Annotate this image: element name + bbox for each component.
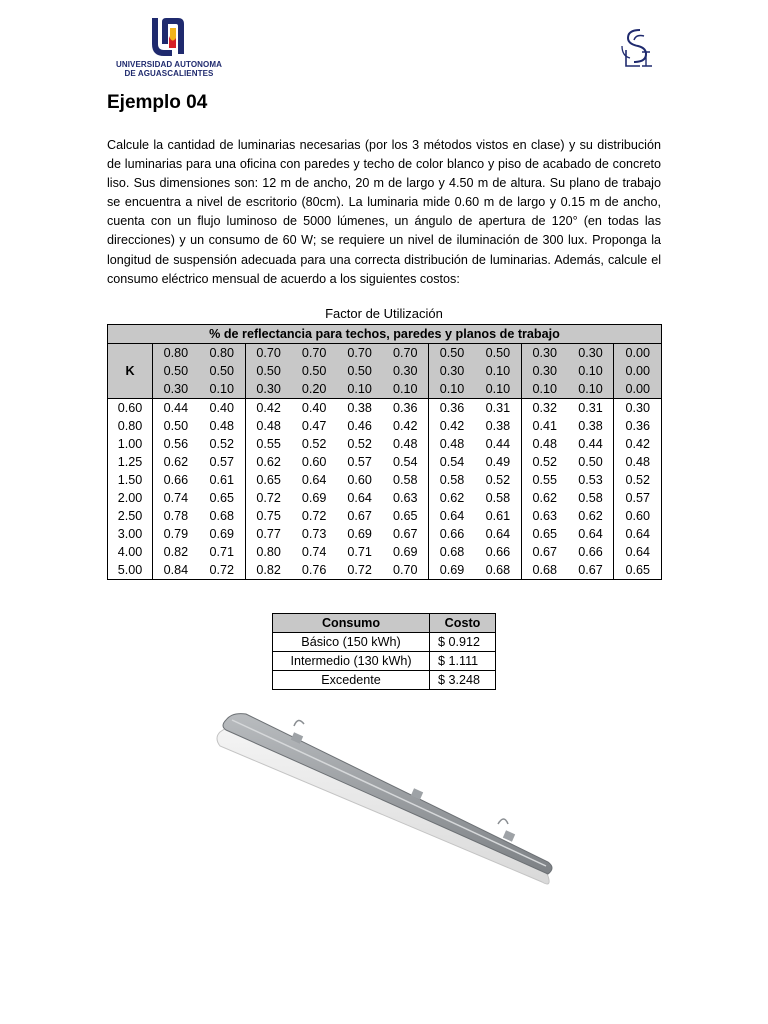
factor-cell: 0.69 (347, 527, 372, 541)
factor-cell: 0.38 (568, 417, 614, 435)
factor-cell: 0.67 (382, 525, 428, 543)
factor-cell: 0.36 (382, 399, 428, 418)
k-value: 1.00 (108, 435, 153, 453)
factor-cell: 0.56 (153, 435, 199, 453)
k-value: 5.00 (108, 561, 153, 580)
factor-cell: 0.50 (568, 453, 614, 471)
factor-cell: 0.49 (475, 453, 521, 471)
reflectance-cell: 0.50 (291, 362, 336, 380)
factor-cell: 0.55 (245, 435, 291, 453)
factor-cell: 0.64 (429, 507, 475, 525)
k-value: 1.25 (108, 453, 153, 471)
factor-cell: 0.30 (614, 399, 662, 418)
factor-cell: 0.64 (568, 525, 614, 543)
factor-cell: 0.72 (245, 489, 291, 507)
reflectance-cell: 0.50 (429, 344, 475, 363)
factor-cell: 0.67 (347, 509, 372, 523)
factor-cell: 0.31 (568, 399, 614, 418)
k-value: 3.00 (108, 525, 153, 543)
factor-cell: 0.71 (347, 545, 372, 559)
luminaire-image (212, 706, 557, 902)
factor-cell: 0.48 (199, 417, 245, 435)
factor-cell: 0.40 (199, 399, 245, 418)
table-row (108, 489, 662, 507)
factor-cell: 0.62 (153, 453, 199, 471)
reflectance-cell: 0.10 (568, 362, 614, 380)
reflectance-cell: 0.30 (245, 380, 291, 399)
factor-cell: 0.32 (521, 399, 567, 418)
factor-cell: 0.65 (614, 561, 662, 580)
reflectance-cell: 0.80 (199, 344, 245, 363)
factor-cell: 0.52 (347, 437, 372, 451)
table-row (108, 561, 662, 580)
factor-cell: 0.52 (199, 435, 245, 453)
table-row (108, 543, 662, 561)
factor-cell: 0.48 (382, 435, 428, 453)
factor-cell: 0.68 (199, 507, 245, 525)
factor-cell: 0.60 (614, 507, 662, 525)
factor-cell: 0.52 (301, 437, 327, 451)
reflectance-cell: 0.20 (291, 380, 336, 399)
factor-cell: 0.57 (199, 453, 245, 471)
factor-table-caption: Factor de Utilización (325, 306, 443, 321)
cost-table (272, 613, 496, 690)
factor-cell: 0.48 (245, 417, 291, 435)
factor-cell: 0.69 (301, 491, 327, 505)
factor-cell: 0.82 (245, 561, 291, 580)
factor-cell: 0.66 (475, 543, 521, 561)
k-value: 2.00 (108, 489, 153, 507)
factor-cell: 0.46 (347, 419, 372, 433)
table-row (108, 453, 662, 471)
k-value: 1.50 (108, 471, 153, 489)
reflectance-cell: 0.70 (291, 344, 336, 363)
factor-cell: 0.65 (199, 489, 245, 507)
table-row (108, 471, 662, 489)
table-row (108, 417, 662, 435)
table-row (108, 399, 662, 418)
k-label: K (108, 344, 153, 399)
factor-cell: 0.73 (301, 527, 327, 541)
cost-row (273, 671, 496, 690)
factor-cell: 0.64 (614, 543, 662, 561)
factor-cell: 0.70 (382, 561, 428, 580)
factor-cell: 0.79 (153, 525, 199, 543)
factor-cell: 0.72 (337, 561, 382, 580)
factor-cell: 0.48 (429, 435, 475, 453)
reflectance-row (108, 344, 662, 363)
factor-cell: 0.69 (199, 525, 245, 543)
cost-row (273, 633, 496, 652)
factor-cell: 0.62 (521, 489, 567, 507)
factor-cell: 0.60 (347, 473, 372, 487)
factor-cell: 0.77 (245, 525, 291, 543)
factor-cell: 0.72 (199, 561, 245, 580)
factor-cell: 0.58 (429, 471, 475, 489)
factor-cell: 0.54 (429, 453, 475, 471)
cost-row-label: Excedente (273, 671, 430, 690)
cost-header-costo: Costo (430, 614, 496, 633)
university-logo (110, 14, 228, 78)
factor-cell: 0.82 (153, 543, 199, 561)
factor-table-header: % de reflectancia para techos, paredes y planos de trabajo (108, 325, 662, 344)
reflectance-cell: 0.30 (521, 362, 567, 380)
reflectance-row (108, 362, 662, 380)
factor-cell: 0.58 (382, 471, 428, 489)
reflectance-cell: 0.10 (429, 380, 475, 399)
factor-cell: 0.68 (429, 543, 475, 561)
factor-cell: 0.41 (521, 417, 567, 435)
cost-row-value: $ 3.248 (430, 671, 496, 690)
factor-cell: 0.44 (153, 399, 199, 418)
reflectance-cell: 0.00 (614, 380, 662, 399)
cost-row-value: $ 1.111 (430, 652, 496, 671)
factor-cell: 0.66 (568, 543, 614, 561)
k-value: 4.00 (108, 543, 153, 561)
reflectance-cell: 0.30 (382, 362, 428, 380)
k-value: 0.80 (108, 417, 153, 435)
table-row (108, 507, 662, 525)
factor-cell: 0.64 (475, 525, 521, 543)
factor-cell: 0.61 (475, 507, 521, 525)
factor-cell: 0.65 (245, 471, 291, 489)
factor-cell: 0.64 (301, 473, 327, 487)
reflectance-cell: 0.10 (382, 380, 428, 399)
factor-cell: 0.76 (291, 561, 336, 580)
reflectance-cell: 0.30 (429, 362, 475, 380)
factor-cell: 0.52 (614, 471, 662, 489)
factor-cell: 0.74 (153, 489, 199, 507)
factor-cell: 0.74 (301, 545, 327, 559)
reflectance-cell: 0.50 (199, 362, 245, 380)
reflectance-cell: 0.10 (521, 380, 567, 399)
factor-cell: 0.84 (153, 561, 199, 580)
factor-cell: 0.36 (429, 399, 475, 418)
factor-cell: 0.80 (245, 543, 291, 561)
factor-cell: 0.31 (475, 399, 521, 418)
factor-cell: 0.40 (291, 399, 336, 418)
factor-cell: 0.61 (199, 471, 245, 489)
factor-cell: 0.68 (475, 561, 521, 580)
cost-row (273, 652, 496, 671)
reflectance-cell: 0.70 (382, 344, 428, 363)
factor-cell: 0.65 (521, 525, 567, 543)
factor-cell: 0.44 (568, 435, 614, 453)
factor-cell: 0.75 (245, 507, 291, 525)
university-name-line2: DE AGUASCALIENTES (124, 69, 214, 78)
reflectance-cell: 0.50 (153, 362, 199, 380)
reflectance-cell: 0.70 (245, 344, 291, 363)
factor-cell: 0.48 (521, 435, 567, 453)
factor-cell: 0.72 (301, 509, 327, 523)
problem-statement: Calcule la cantidad de luminarias necesarias (por los 3 métodos vistos en clase) y su distribución de luminarias para una oficina con paredes y techo de color blanco y piso de acabado de concreto liso. Sus dimensiones son: 12 m de ancho, 20 m de largo y 4.50 m de altura. Su plano de trabajo se encuentra a nivel de escritorio (80cm). La luminaria mide 0.60 m de largo y 0.15 m de ancho, cuenta con un flujo luminoso de 5000 lúmenes, un ángulo de apertura de 120° (en todas las direcciones) y un consumo de 60 W; se requiere un nivel de iluminación de 300 lux. Proponga la longitud de suspensión adecuada para una correcta distribución de luminarias. Además, calcule el consumo eléctrico mensual de acuerdo a los siguientes costos: (107, 138, 661, 286)
factor-cell: 0.55 (521, 471, 567, 489)
k-value: 0.60 (108, 399, 153, 418)
table-row (108, 435, 662, 453)
factor-cell: 0.42 (245, 399, 291, 418)
factor-cell: 0.66 (153, 471, 199, 489)
reflectance-cell: 0.70 (337, 344, 382, 363)
factor-cell: 0.69 (382, 543, 428, 561)
factor-cell: 0.48 (614, 453, 662, 471)
factor-cell: 0.60 (301, 455, 327, 469)
reflectance-cell: 0.00 (614, 344, 662, 363)
factor-cell: 0.67 (521, 543, 567, 561)
factor-cell: 0.63 (521, 507, 567, 525)
cost-row-label: Intermedio (130 kWh) (273, 652, 430, 671)
factor-cell: 0.52 (475, 471, 521, 489)
factor-cell: 0.38 (337, 399, 382, 418)
factor-cell: 0.62 (429, 489, 475, 507)
factor-cell: 0.50 (153, 417, 199, 435)
factor-cell: 0.54 (382, 453, 428, 471)
factor-cell: 0.62 (245, 453, 291, 471)
factor-cell: 0.69 (429, 561, 475, 580)
factor-cell: 0.53 (568, 471, 614, 489)
cost-row-label: Básico (150 kWh) (273, 633, 430, 652)
factor-cell: 0.64 (614, 525, 662, 543)
factor-cell: 0.65 (382, 507, 428, 525)
university-emblem-icon (148, 14, 188, 58)
factor-cell: 0.42 (429, 417, 475, 435)
factor-cell: 0.57 (614, 489, 662, 507)
factor-cell: 0.57 (347, 455, 372, 469)
page-title: Ejemplo 04 (107, 92, 208, 113)
factor-cell: 0.42 (614, 435, 662, 453)
reflectance-cell: 0.30 (153, 380, 199, 399)
reflectance-cell: 0.10 (568, 380, 614, 399)
utilization-factor-table (107, 324, 662, 580)
reflectance-cell: 0.10 (475, 380, 521, 399)
factor-cell: 0.58 (568, 489, 614, 507)
department-logo-icon (618, 26, 656, 70)
table-row (108, 525, 662, 543)
reflectance-cell: 0.50 (475, 344, 521, 363)
factor-cell: 0.62 (568, 507, 614, 525)
university-name-line1: UNIVERSIDAD AUTONOMA (115, 60, 222, 69)
factor-cell: 0.78 (153, 507, 199, 525)
factor-cell: 0.47 (301, 419, 327, 433)
reflectance-cell: 0.50 (245, 362, 291, 380)
factor-cell: 0.66 (429, 525, 475, 543)
reflectance-cell: 0.10 (337, 380, 382, 399)
reflectance-cell: 0.80 (153, 344, 199, 363)
reflectance-cell: 0.10 (199, 380, 245, 399)
factor-cell: 0.68 (521, 561, 567, 580)
reflectance-cell: 0.10 (475, 362, 521, 380)
factor-cell: 0.64 (347, 491, 372, 505)
reflectance-cell: 0.30 (521, 344, 567, 363)
factor-cell: 0.58 (475, 489, 521, 507)
cost-row-value: $ 0.912 (430, 633, 496, 652)
factor-cell: 0.44 (475, 435, 521, 453)
reflectance-cell: 0.30 (568, 344, 614, 363)
reflectance-cell: 0.00 (614, 362, 662, 380)
reflectance-row (108, 380, 662, 399)
reflectance-cell: 0.50 (337, 362, 382, 380)
factor-cell: 0.36 (614, 417, 662, 435)
factor-cell: 0.67 (568, 561, 614, 580)
factor-cell: 0.63 (382, 489, 428, 507)
factor-cell: 0.38 (475, 417, 521, 435)
cost-header-consumo: Consumo (273, 614, 430, 633)
k-value: 2.50 (108, 507, 153, 525)
factor-cell: 0.52 (521, 453, 567, 471)
factor-cell: 0.42 (382, 417, 428, 435)
factor-cell: 0.71 (199, 543, 245, 561)
